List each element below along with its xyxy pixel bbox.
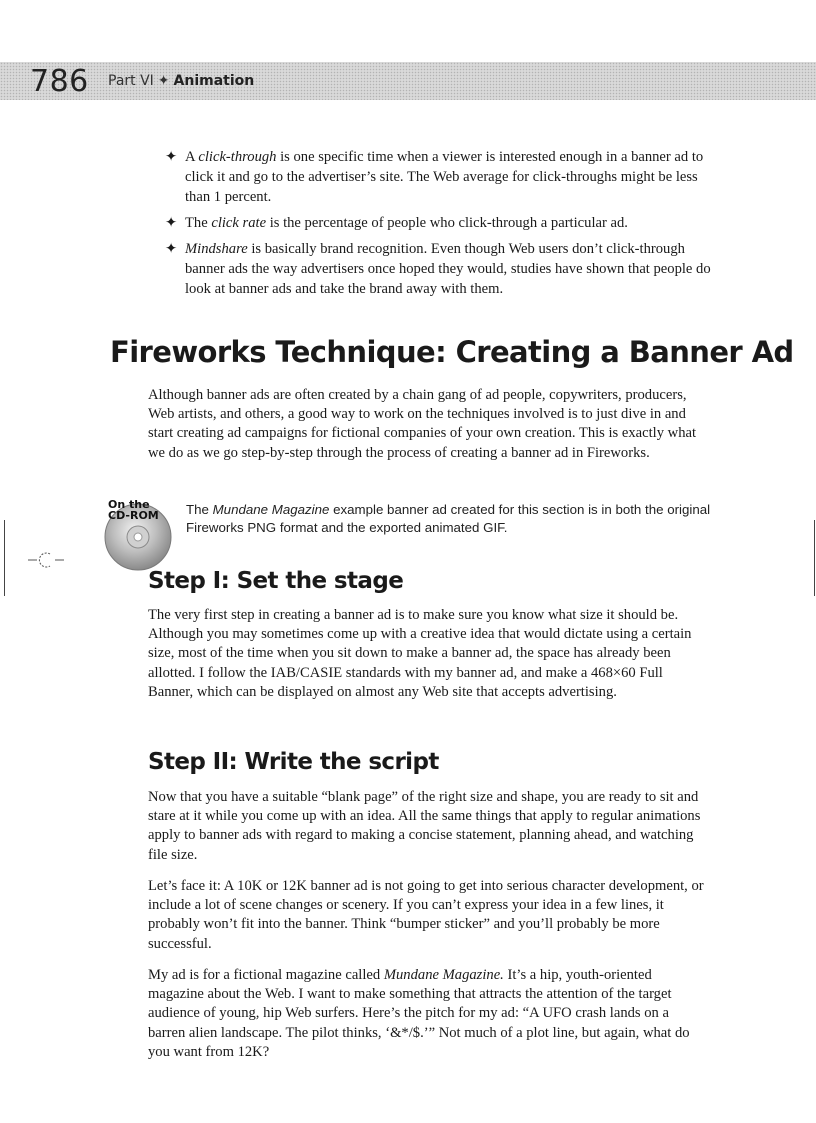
step2-paragraph-1: Now that you have a suitable “blank page” of the right size and shape, you are ready to sit and stare at it while you come up with an idea. All the same things that apply to regular animations apply to banner ads with regard to making a concise statement, planning ahead, and watching file size. — [148, 789, 701, 863]
crop-mark-left — [4, 520, 5, 596]
step2-paragraph-2: Let’s face it: A 10K or 12K banner ad is not going to get into serious character development, or include a lot of scene changes or scenery. If you can’t express your idea in a few lines, it probably won’t fit into the banner. Think “bumper sticker” and you’ll probably be more successful. — [148, 878, 704, 952]
step1-title: Step I: Set the stage — [148, 568, 404, 594]
magazine-name: Mundane Magazine. — [383, 967, 504, 983]
diamond-bullet-icon: ✦ — [165, 149, 178, 165]
list-item: ✦ A click-through is one specific time when a viewer is interested enough in a banner ad to click it and go to the advertiser’s site. The Web average for click-throughs might be less than 1 percent. — [165, 149, 704, 205]
term: Mindshare — [185, 241, 248, 257]
list-item: ✦ The click rate is the percentage of people who click-through a particular ad. — [165, 215, 628, 231]
chapter-title: Animation — [173, 73, 255, 89]
diamond-bullet-icon: ✦ — [165, 241, 178, 257]
registration-mark-icon — [28, 550, 64, 570]
part-label: Part VI — [108, 73, 154, 89]
definition-list — [165, 147, 725, 305]
running-header — [108, 73, 254, 89]
step2-paragraph-3: My ad is for a fictional magazine called Mundane Magazine. It’s a hip, youth-oriented magazine about the Web. I want to make something that attracts the attention of the target audience of young, hip Web surfers. Here’s the pitch for my ad: “A UFO crash lands on a barren alien landscape. The pilot thinks, ‘&*/$.’” Not much of a plot line, but again, what do you want from 12K? — [148, 967, 690, 1060]
page-number: 786 — [30, 64, 89, 99]
term: click rate — [211, 215, 267, 231]
intro-paragraph: Although banner ads are often created by a chain gang of ad people, copywriters, producers, Web artists, and others, a good way to work on the techniques involved is to just dive in and start creating ad campaigns for fictional companies of your own creation. This is exactly what we do as we go step-by-step through the process of creating a banner ad in Fireworks. — [148, 387, 697, 461]
cd-rom-label: On the CD-ROM — [108, 498, 159, 522]
step1-paragraph: The very first step in creating a banner ad is to make sure you know what size it should be. Although you may sometimes come up with a creative idea that would dictate using a certain size, most of the time when you sit down to make a banner ad, the space has already been allotted. I follow the IAB/CASIE standards with my banner ad, and make a 468×60 Full Banner, which can be displayed on almost any Web site that accepts advertising. — [148, 607, 692, 700]
cd-rom-note: The Mundane Magazine example banner ad created for this section is in both the original Fireworks PNG format and the exported animated GIF. — [186, 502, 711, 535]
crop-mark-right — [814, 520, 815, 596]
list-item: ✦ Mindshare is basically brand recognition. Even though Web users don’t click-through banner ads the way advertisers once hoped they would, studies have shown that people do look at banner ads and take the brand away with them. — [165, 241, 711, 297]
header-separator-icon: ✦ — [157, 73, 170, 89]
diamond-bullet-icon: ✦ — [165, 215, 178, 231]
section-title: Fireworks Technique: Creating a Banner Ad — [110, 335, 794, 369]
magazine-name: Mundane Magazine — [212, 502, 330, 517]
term: click-through — [198, 149, 277, 165]
step2-title: Step II: Write the script — [148, 749, 439, 775]
